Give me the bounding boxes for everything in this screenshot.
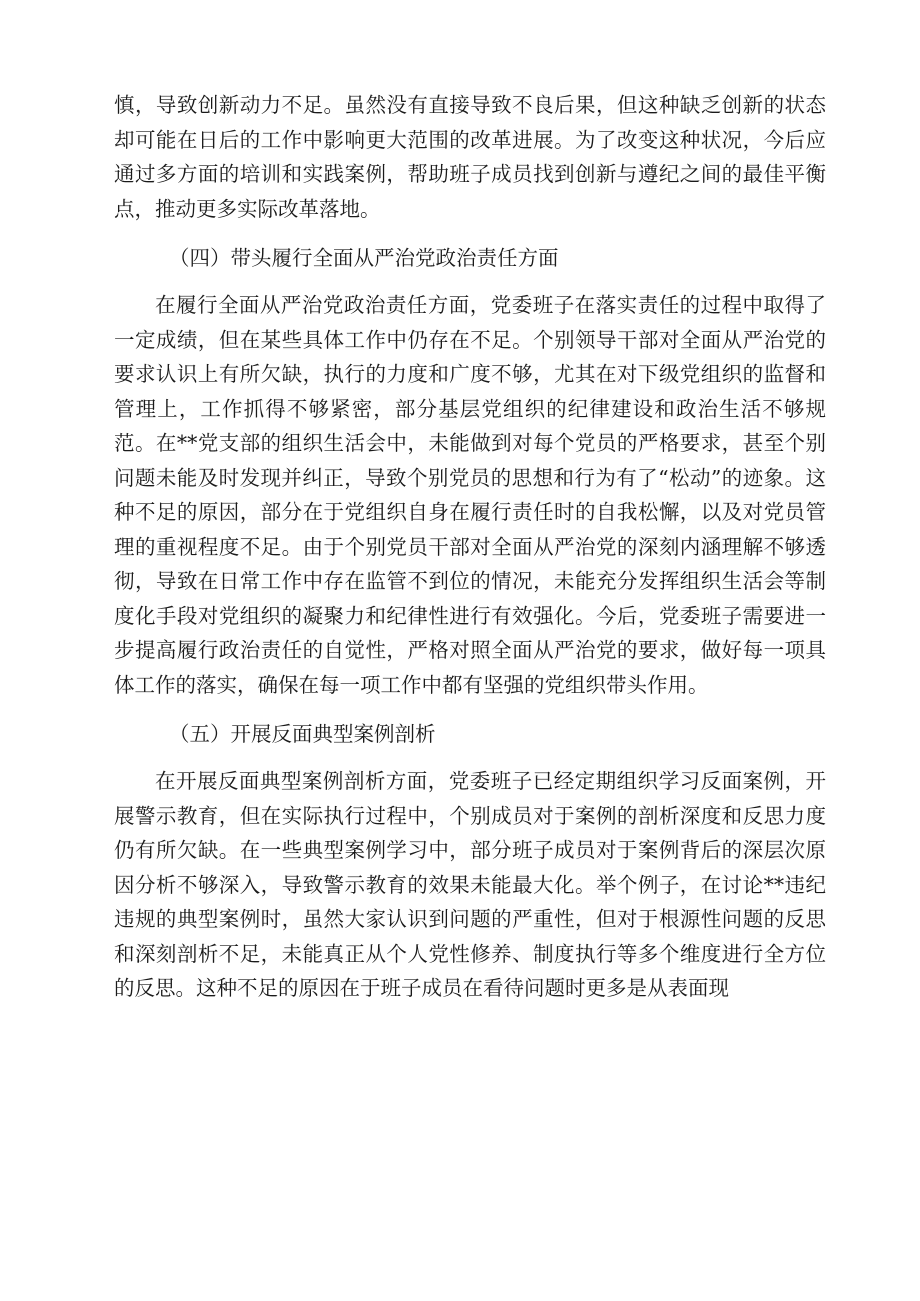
- document-page: [114, 88, 826, 1006]
- section-heading-5: （五）开展反面典型案例剖析: [169, 722, 436, 746]
- section-heading-4: （四）带头履行全面从严治党政治责任方面: [169, 246, 559, 270]
- paragraph-innovation-continued: 慎，导致创新动力不足。虽然没有直接导致不良后果，但这种缺乏创新的状态却可能在日后的工作中影响更大范围的改革进展。为了改变这种状况，今后应通过多方面的培训和实践案例，帮助班子成员找到创新与遵纪之间的最佳平衡点，推动更多实际改革落地。: [114, 93, 826, 221]
- paragraph-case-analysis: 在开展反面典型案例剖析方面，党委班子已经定期组织学习反面案例，开展警示教育，但在实际执行过程中，个别成员对于案例的剖析深度和反思力度仍有所欠缺。在一些典型案例学习中，部分班子成员对于案例背后的深层次原因分析不够深入，导致警示教育的效果未能最大化。举个例子，在讨论**违纪违规的典型案例时，虽然大家认识到问题的严重性，但对于根源性问题的反思和深刻剖析不足，未能真正从个人党性修养、制度执行等多个维度进行全方位的反思。这种不足的原因在于班子成员在看待问题时更多是从表面现: [114, 769, 826, 1000]
- paragraph-party-responsibility: 在履行全面从严治党政治责任方面，党委班子在落实责任的过程中取得了一定成绩，但在某些具体工作中仍存在不足。个别领导干部对全面从严治党的要求认识上有所欠缺，执行的力度和广度不够，尤其在对下级党组织的监督和管理上，工作抓得不够紧密，部分基层党组织的纪律建设和政治生活不够规范。在**党支部的组织生活会中，未能做到对每个党员的严格要求，甚至个别问题未能及时发现并纠正，导致个别党员的思想和行为有了“松动”的迹象。这种不足的原因，部分在于党组织自身在履行责任时的自我松懈，以及对党员管理的重视程度不足。由于个别党员干部对全面从严治党的深刻内涵理解不够透彻，导致在日常工作中存在监管不到位的情况，未能充分发挥组织生活会等制度化手段对党组织的凝聚力和纪律性进行有效强化。今后，党委班子需要进一步提高履行政治责任的自觉性，严格对照全面从严治党的要求，做好每一项具体工作的落实，确保在每一项工作中都有坚强的党组织带头作用。: [114, 293, 826, 697]
